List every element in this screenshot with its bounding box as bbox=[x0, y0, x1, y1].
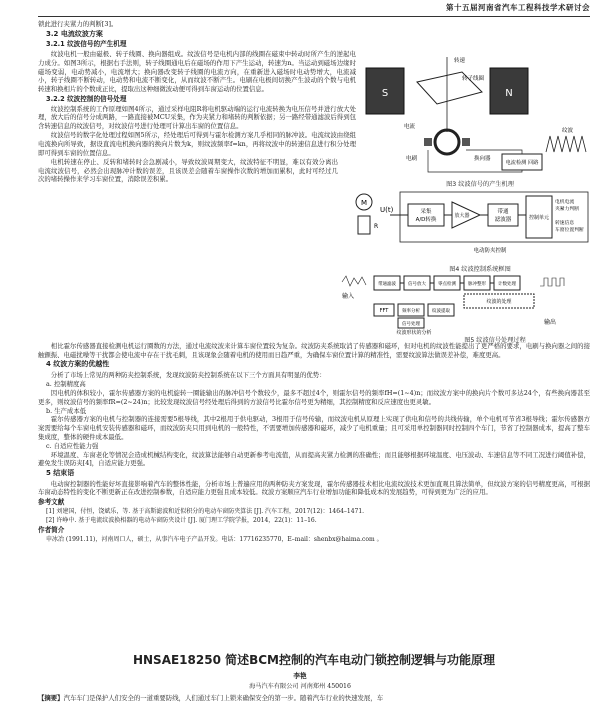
paragraph-3-2-2c: 电机转速在停止、反转和堵转时会急剧减小，导致纹波周期变大，纹波特征不明显，难以有效分离出电流纹波信号，必然会出现脉冲计数的误差，且该误差会随着车窗操作次数的增加而累积，此时可经过几次的堵转操作来学习车窗位置，消除误差积累。 bbox=[38, 157, 338, 184]
figure-5-caption: 图5 纹波信号处理过程 bbox=[464, 337, 526, 344]
out-4: 车窗位置判断 bbox=[555, 228, 584, 233]
adc-label: 采集 bbox=[420, 209, 432, 215]
figure-3-caption: 图3 纹波信号的产生机理 bbox=[446, 181, 514, 188]
section-5: 5 结束语 bbox=[46, 469, 75, 478]
paragraph-a: 因电机的体积较小，霍尔传感器方案的电机旋转一圈能输出的脉冲信号个数较少，最多不超过4个，则霍尔信号的频率fH=(1~4)n；而纹波方案中的换向片个数可多达24个，有些换向器甚至更多，则纹波信号的频率fR=(2~24)n；比较发现纹波信号经处理后得到的方波信号比霍尔信号更为精细，其控制精度和反应速度也更灵敏。 bbox=[38, 388, 590, 406]
article-author: 李艳 bbox=[293, 672, 307, 680]
resistor-label: R bbox=[374, 223, 379, 230]
filter-label: 带通 bbox=[497, 209, 509, 215]
adc-label-2: A/D转换 bbox=[415, 217, 437, 223]
subheading-c: c. 自适应性能力强 bbox=[46, 442, 99, 451]
references bbox=[38, 498, 590, 544]
paragraph-c: 环境温度、车窗老化等情况会造成机械结构变化，纹波算法能够自动更新参考电流值，从而提高夹紧力检测的准确性；而且能够根据环境温度、电压波动、车速信息等不同工况进行阈值补偿，避免发生误防夹[4]，自适应能力更强。 bbox=[38, 450, 590, 468]
out-1: 电机电流 bbox=[555, 200, 575, 205]
paragraph-3-2-2b: 纹波信号的数字化处理过程如图5所示，经处理后可得到与霍尔检测方案几乎相同的脉冲波。电流纹波由绕组电流换向所导致，据设直流电机换向器的换向片数为k，则纹波频率f=kn，再将纹波中的转速信息进行积分处理即可得到车窗的位置信息。 bbox=[38, 131, 356, 157]
commutator bbox=[435, 130, 459, 154]
output-wave bbox=[540, 278, 564, 286]
label-rotor: 转子线圈 bbox=[462, 76, 485, 82]
label-spin: 转速 bbox=[454, 58, 466, 64]
filter-label-2: 滤波器 bbox=[494, 217, 512, 223]
running-header: 第十五届河南省汽车工程科技学术研讨会 bbox=[446, 3, 590, 12]
brush-right bbox=[462, 138, 470, 146]
section-3-2-1: 3.2.1 纹波信号的产生机理 bbox=[46, 40, 127, 49]
input-wave bbox=[342, 276, 366, 286]
abstract-label: 【摘要】 bbox=[38, 694, 64, 702]
box-7-label: 纹波提取 bbox=[432, 309, 450, 314]
fig5-output: 输出 bbox=[544, 319, 557, 326]
brush-left bbox=[424, 138, 432, 146]
full-width-text bbox=[38, 342, 590, 544]
article-affiliation: 海马汽车有限公司 河南郑州 450016 bbox=[249, 683, 351, 690]
resistor-symbol bbox=[358, 216, 370, 234]
fft-label: FFT bbox=[379, 308, 389, 314]
figure-5 bbox=[340, 274, 592, 336]
label-commutator: 换向器 bbox=[474, 156, 491, 162]
reference-1: [1] 刘建国，付恒，饶斌乐，等. 基于高斯滤波和近似积分的电动车窗防夹算法 [J]. 汽车工程，2017(12)：1464–1471. bbox=[46, 508, 365, 516]
references-title: 参考文献 bbox=[38, 498, 65, 507]
figure-3 bbox=[362, 52, 592, 180]
paragraph-b: 霍尔传感器方案的电机与控制器的连接需要5根导线，其中2根用于供电驱动，3根用于信号传输，而纹波电机从原理上实现了供电和信号的共线传输，单个电机可节省3根导线；霍尔传感器方案需要给每个车窗电机安装传感器和磁环，而纹波防夹只用到电机的一般特性，不需要增加传感器和磁环，减少了电机重量；且可采用单控制器同时控制四个车门，节省了控制器成本，提高了整车集成度，整体的硬件成本最低。 bbox=[38, 415, 590, 441]
article-abstract bbox=[38, 694, 590, 703]
subheading-a: a. 控制精度高 bbox=[46, 380, 86, 389]
author-note-title: 作者简介 bbox=[38, 525, 65, 534]
paragraph-5: 电动窗控制器的性能好坏直接影响着汽车的整体性能，分析市场上普遍应用的两种防夹方案发现，霍尔传感器技术相比电流纹波技术更加直观且算法简单，但纹波方案的信号精度更高，可根据车窗动态特性的变化不断更新正在改进控制参数，自适应能力更强且成本较低。纹波方案顺应汽车行业增加功能和降低成本的发展趋势，可得到更为广泛的应用。 bbox=[38, 479, 590, 497]
reference-2: [2] 许峥中. 基于电流纹波换相器的电动车窗防夹设计 [J]. 厦门理工学院学报，2014，22(1)：11–16. bbox=[46, 516, 317, 524]
label-detect: 电流检测 回路 bbox=[505, 160, 539, 166]
label-current: 电流 bbox=[404, 124, 416, 130]
box-4-label: 脉冲整形 bbox=[468, 282, 486, 287]
box-6-label: 频率分析 bbox=[402, 309, 420, 314]
form-label: 纹波形状的分析 bbox=[396, 330, 432, 336]
wave-label: 纹波的处理 bbox=[486, 299, 512, 305]
amp-label: 放大器 bbox=[454, 213, 470, 219]
figure-4-caption: 图4 纹波控制系统框图 bbox=[449, 266, 511, 273]
paragraph-3-2-2d: 相比霍尔传感器直接检测电机运行圈数的方法，通过电流纹波来计算车窗位置较为复杂。纹波防夹系统取消了传感器和磁环，但对电机的纹波性能提出了更严格的要求，电刷与换向器之间的接触颤振、电磁扰噪等干扰都会使电流中存在干扰毛刺，且该现象会随着电机的使用而日趋严重，为确保车窗位置计算的精准性，需要纹波算法做误差补偿，难度更高。 bbox=[38, 342, 590, 359]
label-wave: 纹波 bbox=[562, 128, 574, 134]
left-column bbox=[38, 20, 356, 184]
box-2-label: 信号放大 bbox=[408, 282, 426, 287]
box-8-label: 信号处理 bbox=[402, 322, 420, 327]
paragraph-4: 分析了市场上常见的两种防夹控制系统，发现纹波防夹控制系统在以下三个方面具有明显的优势： bbox=[50, 370, 326, 379]
paragraph-3-2-1: 纹波电机一般由磁极、转子线圈、换向器组成。纹波信号是电机内部的线圈在磁束中转动时所产生的逆起电力成分。如图3所示，根据右手法则，转子线圈通电后在磁场的作用下产生运动，转速为n。当运动到磁场边缘时磁场变弱，电动势减小，电流增大；换向器改变转子线圈的电流方向，在重新进入磁场时电动势增大，电流减小，转子线圈不断转动，电动势和电流不断变化，从而纹波不断产生。电刷在电极间切换产生波动的个数与电机转速和换相片的个数成正比，提取出这种细微波动便可得到车窗运动的位置信息。 bbox=[38, 50, 356, 93]
label-brush: 电刷 bbox=[406, 156, 418, 162]
article-title: HNSAE18250 简述BCM控制的汽车电动门锁控制逻辑与功能原理 bbox=[132, 653, 496, 667]
figure-4 bbox=[350, 190, 592, 265]
section-3-2: 3.2 电流纹波方案 bbox=[46, 29, 103, 38]
fig5-input: 输入 bbox=[342, 293, 355, 300]
out-2: 夹紧力判断 bbox=[555, 207, 579, 212]
u-label: U(t) bbox=[380, 206, 394, 214]
header-rule bbox=[38, 16, 590, 17]
author-note: 申冰冶 (1991.11)，河南周口人，硕士，从事汽车电子产品开发。电话：17716235770，E–mail：shenbx@haima.com 。 bbox=[46, 535, 383, 543]
mcu-label: 控制单元 bbox=[528, 215, 550, 221]
module-caption: 电动防夹控制 bbox=[473, 248, 507, 254]
subheading-b: b. 生产成本低 bbox=[46, 406, 87, 415]
box-3-label: 零点检测 bbox=[438, 282, 456, 287]
ripple-wave bbox=[546, 136, 586, 152]
section-4: 4 纹波方案的优越性 bbox=[46, 360, 110, 369]
magnet-s-label: S bbox=[381, 88, 389, 99]
out-3: 转速信息 bbox=[555, 221, 575, 226]
box-5-label: 计数处理 bbox=[498, 282, 516, 287]
box-1-label: 带通滤波 bbox=[378, 282, 396, 287]
abstract-text: 汽车车门是保护人们安全的一道重要防线，人们通过车门上锁来确保安全的第一步。随着汽车行业的快速发展，车 bbox=[63, 694, 384, 702]
motor-label: M bbox=[360, 199, 368, 207]
intro-line: 锁此进行夹紧力的判断[3]。 bbox=[38, 20, 118, 28]
magnet-n-label: N bbox=[505, 88, 513, 99]
section-3-2-2: 3.2.2 纹波控制的信号处理 bbox=[46, 94, 127, 103]
paragraph-3-2-2a: 纹波控制系统的工作原理如图4所示，通过采样电阻R将电机驱动端的运行电流转换为电压信号并进行放大处理，放大后的信号分成两路，一路直接被MCU采集，作为夹紧力和堵转的判断依据；另一路经带通滤波后得到包含转速信息的纹波信号，对纹波信号进行处理可计算出车窗的位置信息。 bbox=[38, 104, 356, 131]
